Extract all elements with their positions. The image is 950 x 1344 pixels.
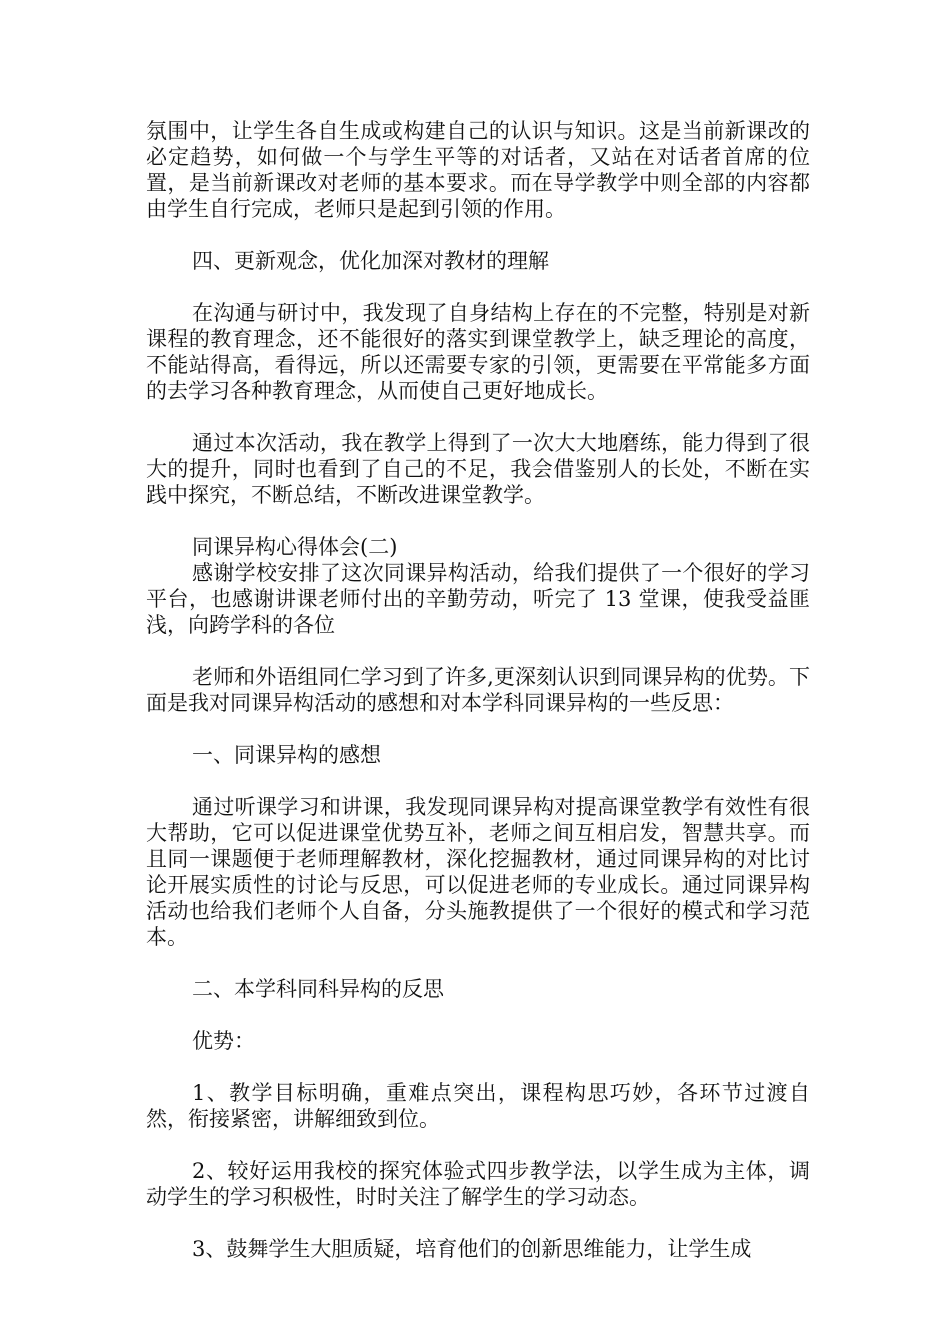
paragraph-learning: 老师和外语组同仁学习到了许多,更深刻认识到同课异构的优势。下面是我对同课异构活动的感想和对本学科同课异构的一些反思：: [146, 665, 810, 715]
paragraph-benefits: 通过听课学习和讲课，我发现同课异构对提高课堂教学有效性有很大帮助，它可以促进课堂优势互补，老师之间互相启发，智慧共享。而且同一课题便于老师理解教材，深化挖掘教材，通过同课异构的对比讨论开展实质性的讨论与反思，可以促进老师的专业成长。通过同课异构活动也给我们老师个人自备，分头施教提供了一个很好的模式和学习范本。: [146, 795, 810, 949]
paragraph-communication: 在沟通与研讨中，我发现了自身结构上存在的不完整，特别是对新课程的教育理念，还不能很好的落实到课堂教学上，缺乏理论的高度，不能站得高，看得远，所以还需要专家的引领，更需要在平常能多方面的去学习各种教育理念，从而使自己更好地成长。: [146, 301, 810, 403]
document-page: [146, 118, 810, 1288]
paragraph-activity-summary: 通过本次活动，我在教学上得到了一次大大地磨练，能力得到了很大的提升，同时也看到了自己的不足，我会借鉴别人的长处，不断在实践中探究，不断总结，不断改进课堂教学。: [146, 431, 810, 507]
section-heading-4: 四、更新观念，优化加深对教材的理解: [192, 249, 549, 273]
list-item-1: 1、教学目标明确，重难点突出，课程构思巧妙，各环节过渡自然，衔接紧密，讲解细致到位。: [146, 1081, 810, 1131]
paragraph-continuation: 氛围中，让学生各自生成或构建自己的认识与知识。这是当前新课改的必定趋势，如何做一个与学生平等的对话者，又站在对话者首席的位置，是当前新课改对老师的基本要求。而在导学教学中则全部的内容都由学生自行完成，老师只是起到引领的作用。: [146, 119, 810, 221]
paragraph-thanks: 感谢学校安排了这次同课异构活动，给我们提供了一个很好的学习平台，也感谢讲课老师付出的辛勤劳动，听完了 13 堂课，使我受益匪浅，向跨学科的各位: [146, 561, 810, 637]
list-item-2: 2、较好运用我校的探究体验式四步教学法，以学生成为主体，调动学生的学习积极性，时时关注了解学生的学习动态。: [146, 1159, 810, 1209]
advantages-label: 优势：: [192, 1029, 255, 1053]
section-heading-2: 二、本学科同科异构的反思: [192, 977, 444, 1001]
article-title-2: 同课异构心得体会(二): [192, 535, 398, 559]
list-item-3: 3、鼓舞学生大胆质疑，培育他们的创新思维能力，让学生成: [192, 1237, 752, 1261]
section-heading-1: 一、同课异构的感想: [192, 743, 381, 767]
